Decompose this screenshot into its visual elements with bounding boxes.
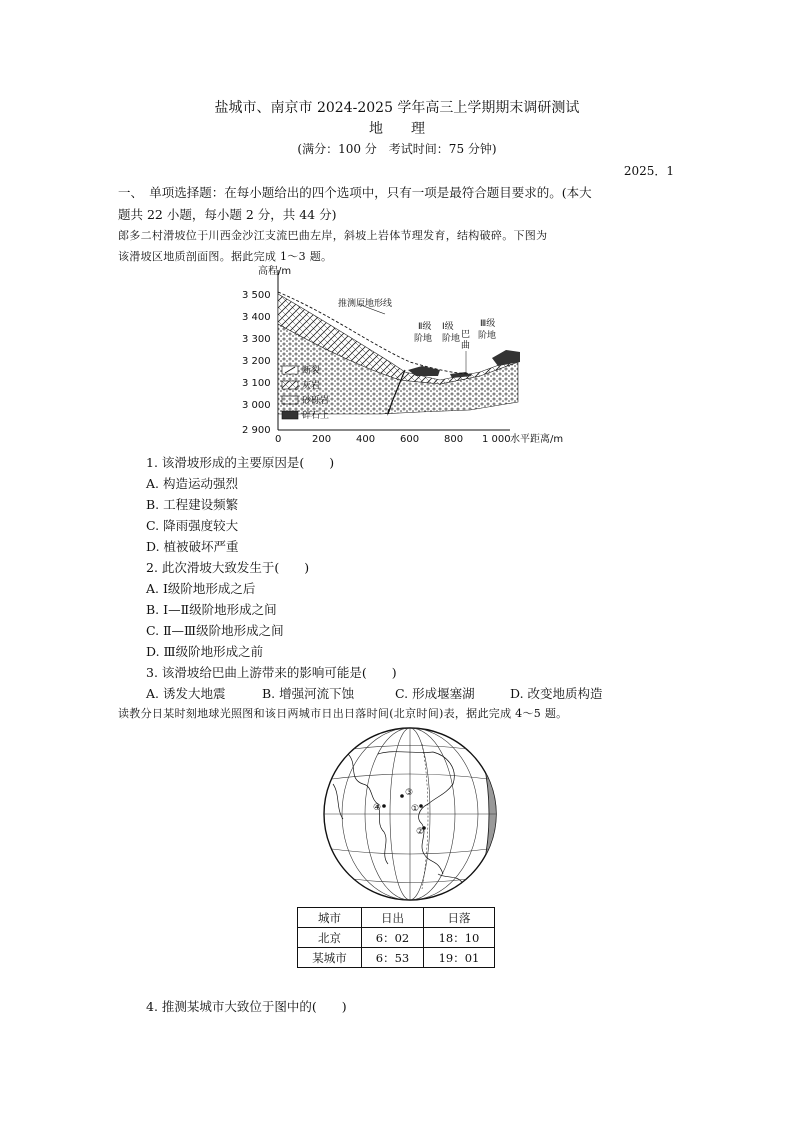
table-header-sunrise: 日出: [362, 908, 424, 928]
y-tick: 3 500: [242, 290, 271, 301]
legend-label-fault: 断裂: [302, 366, 321, 376]
question-1-option-c[interactable]: C. 降雨强度较大: [146, 518, 239, 533]
question-1-option-b[interactable]: B. 工程建设频繁: [146, 497, 239, 512]
x-tick: 200: [312, 434, 332, 445]
marker-4: ④: [373, 803, 382, 813]
legend-label-conglomerate: 砂砾岩: [302, 396, 330, 406]
y-tick: 3 400: [242, 312, 271, 323]
table-cell: 19：01: [424, 948, 495, 968]
annotation-inferred-terrain: 推测原地形线: [338, 299, 393, 309]
earth-illumination-globe: [318, 724, 504, 904]
table-cell: 北京: [298, 928, 362, 948]
question-3-option-a[interactable]: A. 诱发大地震: [146, 686, 226, 701]
intro-1-line1: 郎多二村滑坡位于川西金沙江支流巴曲左岸，斜坡上岩体节理发育，结构破碎。下图为: [118, 229, 548, 242]
question-2-option-a[interactable]: A. Ⅰ级阶地形成之后: [146, 581, 256, 596]
question-2-option-d[interactable]: D. Ⅲ级阶地形成之前: [146, 644, 264, 659]
legend-swatch-conglomerate: [282, 396, 298, 404]
question-1-option-d[interactable]: D. 植被破坏严重: [146, 539, 239, 554]
marker-3: ③: [405, 788, 414, 798]
legend-label-limestone: 灰岩: [302, 381, 321, 391]
legend-swatch-limestone: [282, 381, 298, 389]
label-terrace-1-a: Ⅰ级: [442, 322, 454, 332]
question-4-stem: 4. 推测某城市大致位于图中的( ): [146, 999, 347, 1014]
section-heading-line2: 题共 22 小题，每小题 2 分，共 44 分): [118, 207, 337, 222]
label-terrace-3-a: Ⅲ级: [480, 319, 496, 329]
label-terrace-2-a: Ⅱ级: [418, 322, 432, 332]
question-3-option-d[interactable]: D. 改变地质构造: [510, 686, 603, 701]
table-header-sunset: 日落: [424, 908, 495, 928]
legend-swatch-rubble: [282, 411, 298, 419]
section-heading-line1: 一、 单项选择题：在每小题给出的四个选项中，只有一项是最符合题目要求的。(本大: [118, 185, 592, 200]
exam-title: 盐城市、南京市 2024-2025 学年高三上学期期末调研测试: [214, 100, 580, 116]
question-3-options: [146, 684, 603, 702]
label-river-a: 巴: [461, 330, 471, 340]
table-cell: 6：02: [362, 928, 424, 948]
question-2-option-c[interactable]: C. Ⅱ—Ⅲ级阶地形成之间: [146, 623, 284, 638]
x-axis-label: 水平距离/m: [510, 434, 564, 445]
legend-label-rubble: 碎石土: [302, 411, 330, 421]
table-cell: 18：10: [424, 928, 495, 948]
y-tick: 3 300: [242, 334, 271, 345]
table-row: [298, 928, 495, 948]
subject-title: 地 理: [369, 121, 425, 137]
y-tick: 3 000: [242, 400, 271, 411]
question-1-option-a[interactable]: A. 构造运动强烈: [146, 476, 238, 491]
table-cell: 某城市: [298, 948, 362, 968]
y-tick: 3 200: [242, 356, 271, 367]
table-row: [298, 948, 495, 968]
table-header-row: [298, 908, 495, 928]
table-header-city: 城市: [298, 908, 362, 928]
x-tick: 600: [400, 434, 420, 445]
marker-1: ①: [411, 804, 420, 814]
exam-meta: (满分：100 分 考试时间：75 分钟): [297, 142, 497, 156]
table-cell: 6：53: [362, 948, 424, 968]
y-axis-label: 高程/m: [258, 266, 292, 277]
label-terrace-1-b: 阶地: [442, 334, 461, 344]
x-tick: 1 000: [482, 434, 511, 445]
question-1-stem: 1. 该滑坡形成的主要原因是( ): [146, 455, 335, 470]
x-tick: 400: [356, 434, 376, 445]
intro-2: 读教分日某时刻地球光照图和该日两城市日出日落时间(北京时间)表，据此完成 4～5 题。: [118, 707, 568, 720]
label-river-b: 曲: [461, 341, 471, 351]
x-tick: 0: [275, 434, 282, 445]
x-tick-labels: [275, 434, 511, 445]
y-tick: 3 100: [242, 378, 271, 389]
question-2-stem: 2. 此次滑坡大致发生于( ): [146, 560, 310, 575]
y-tick: 2 900: [242, 425, 271, 436]
label-terrace-2-b: 阶地: [414, 334, 433, 344]
question-3-option-b[interactable]: B. 增强河流下蚀: [262, 686, 355, 701]
intro-1-line2: 该滑坡区地质剖面图。据此完成 1～3 题。: [118, 250, 333, 263]
exam-date: 2025．1: [623, 164, 674, 178]
sunrise-sunset-table: [297, 907, 495, 968]
label-terrace-3-b: 阶地: [478, 331, 497, 341]
marker-2: ②: [416, 827, 425, 837]
x-tick: 800: [444, 434, 464, 445]
question-3-option-c[interactable]: C. 形成堰塞湖: [395, 686, 475, 701]
y-tick-labels: [242, 290, 271, 436]
question-2-option-b[interactable]: B. Ⅰ—Ⅱ级阶地形成之间: [146, 602, 277, 617]
question-3-stem: 3. 该滑坡给巴曲上游带来的影响可能是( ): [146, 665, 397, 680]
geological-profile-figure: [240, 262, 590, 447]
